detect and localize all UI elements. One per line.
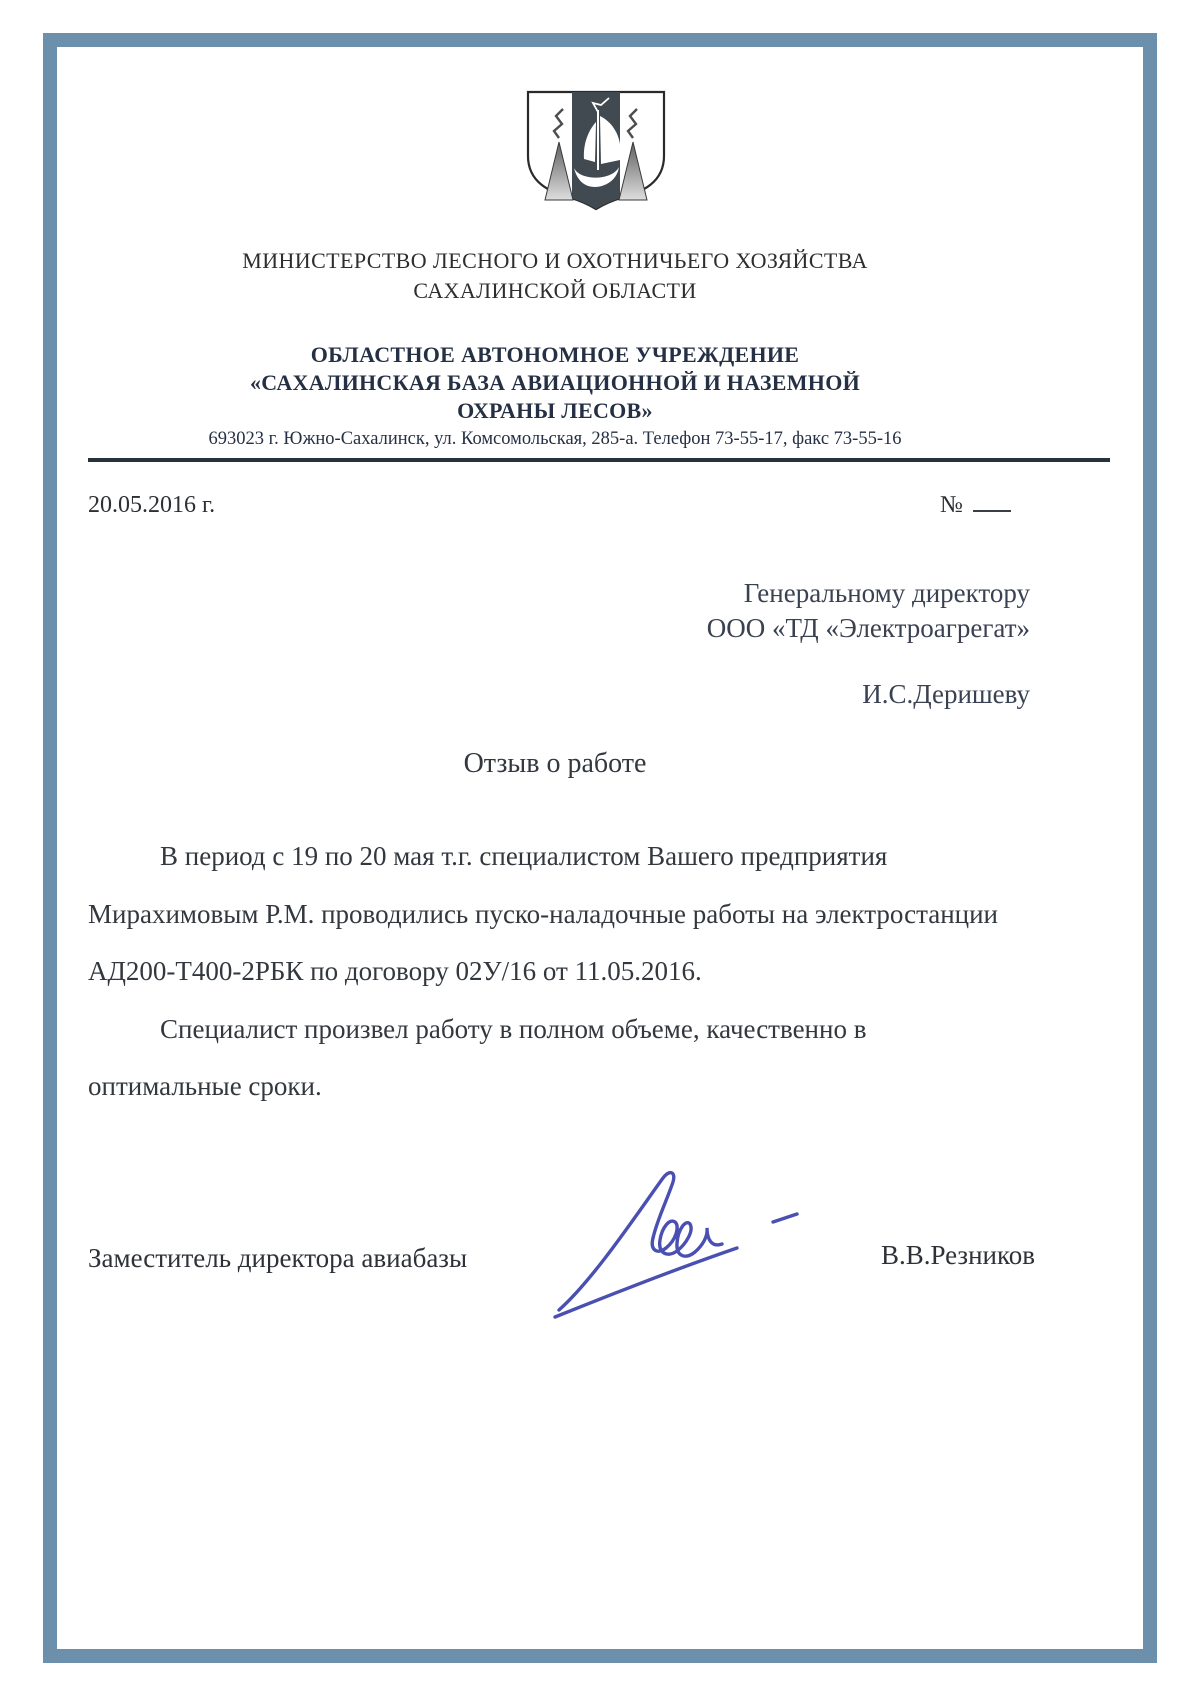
number-sign-label: № — [940, 492, 963, 518]
signatory-position: Заместитель директора авиабазы — [88, 1243, 468, 1273]
addressee-company: ООО «ТД «Электроагрегат» — [706, 613, 1030, 643]
letterhead-address: 693023 г. Южно-Сахалинск, ул. Комсомольская, 285-а. Телефон 73-55-17, факс 73-55-16 — [208, 429, 902, 449]
letter-body — [88, 828, 1128, 1116]
organization-name-line3: ОХРАНЫ ЛЕСОВ» — [457, 398, 653, 423]
letterhead-divider-rule — [88, 458, 1110, 462]
ministry-name-line1: МИНИСТЕРСТВО ЛЕСНОГО И ОХОТНИЧЬЕГО ХОЗЯЙСТВА — [242, 248, 868, 273]
document-title: Отзыв о работе — [463, 748, 647, 779]
handwritten-signature-icon — [545, 1160, 810, 1325]
document-number — [940, 490, 1011, 519]
addressee-person: И.С.Деришеву — [862, 679, 1030, 709]
sakhalin-coat-of-arms-icon — [523, 88, 669, 212]
organization-name-line2: «САХАЛИНСКАЯ БАЗА АВИАЦИОННОЙ И НАЗЕМНОЙ — [249, 370, 861, 395]
body-paragraph1-line2: Мирахимовым Р.М. проводились пуско-наладочные работы на электростанции — [88, 898, 998, 929]
ministry-name-line2: САХАЛИНСКОЙ ОБЛАСТИ — [413, 278, 697, 303]
body-paragraph2-line2: оптимальные сроки. — [88, 1071, 322, 1101]
document-date: 20.05.2016 г. — [88, 492, 216, 518]
body-paragraph1-line3: АД200-Т400-2РБК по договору 02У/16 от 11.05.2016. — [88, 956, 702, 986]
signatory-name: В.В.Резников — [880, 1240, 1035, 1270]
body-paragraph1-line1: В период с 19 по 20 мая т.г. специалистом Вашего предприятия — [160, 841, 888, 871]
organization-name-line1: ОБЛАСТНОЕ АВТОНОМНОЕ УЧРЕЖДЕНИЕ — [310, 342, 800, 367]
addressee-position: Генеральному директору — [743, 578, 1030, 608]
body-paragraph2-line1: Специалист произвел работу в полном объеме, качественно в — [160, 1013, 867, 1044]
number-blank-line — [973, 490, 1011, 512]
